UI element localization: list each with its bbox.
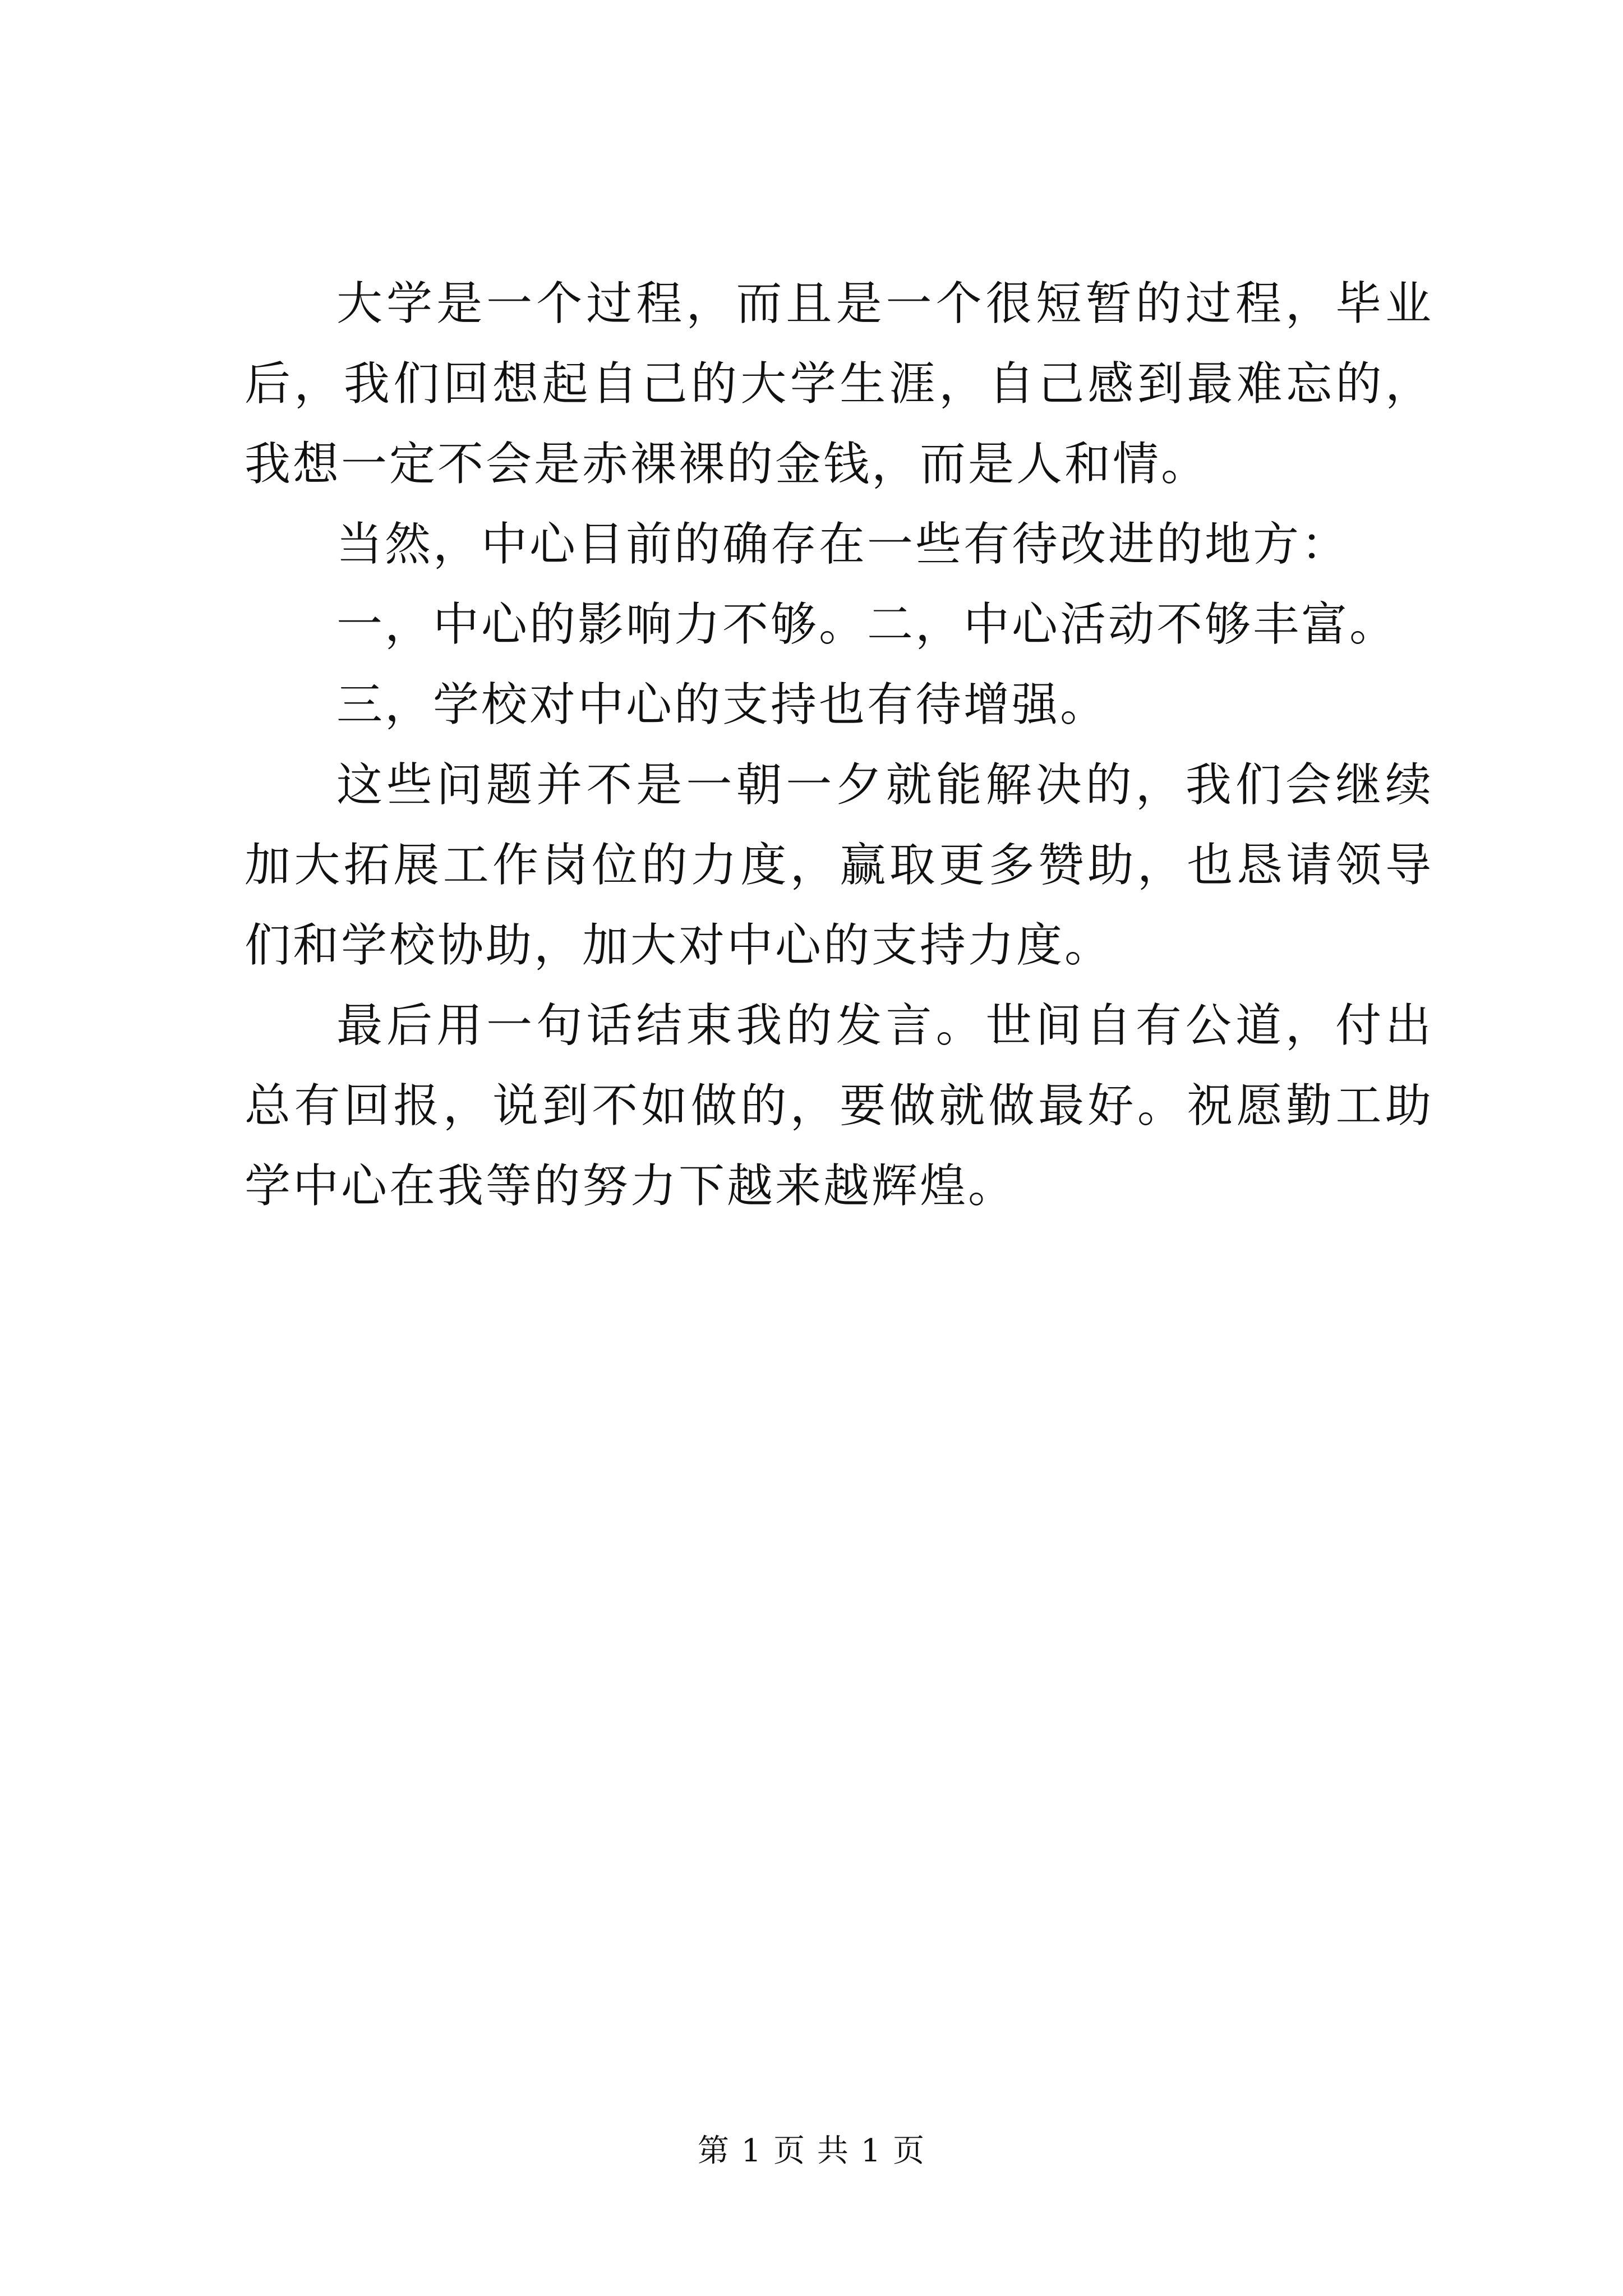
paragraph-4: 三，学校对中心的支持也有待增强。 [336,678,1109,731]
paragraph-2: 当然，中心目前的确存在一些有待改进的地方： [336,518,1350,571]
paragraph-1: 大学是一个过程，而且是一个很短暂的过程，毕业后，我们回想起自己的大学生涯，自己感到最难忘的，我想一定不会是赤裸裸的金钱，而是人和情。 [245,277,1433,491]
paragraph-3: 一，中心的影响力不够。二，中心活动不够丰富。 [336,598,1398,651]
paragraph-6: 最后用一句话结束我的发言。世间自有公道，付出总有回报，说到不如做的，要做就做最好。祝愿勤工助学中心在我等的努力下越来越辉煌。 [245,999,1433,1213]
document-body [245,264,1433,1226]
paragraph-5: 这些问题并不是一朝一夕就能解决的，我们会继续加大拓展工作岗位的力度，赢取更多赞助，也恳请领导们和学校协助，加大对中心的支持力度。 [245,758,1433,972]
page-number-footer: 第 1 页 共 1 页 [697,2133,926,2169]
